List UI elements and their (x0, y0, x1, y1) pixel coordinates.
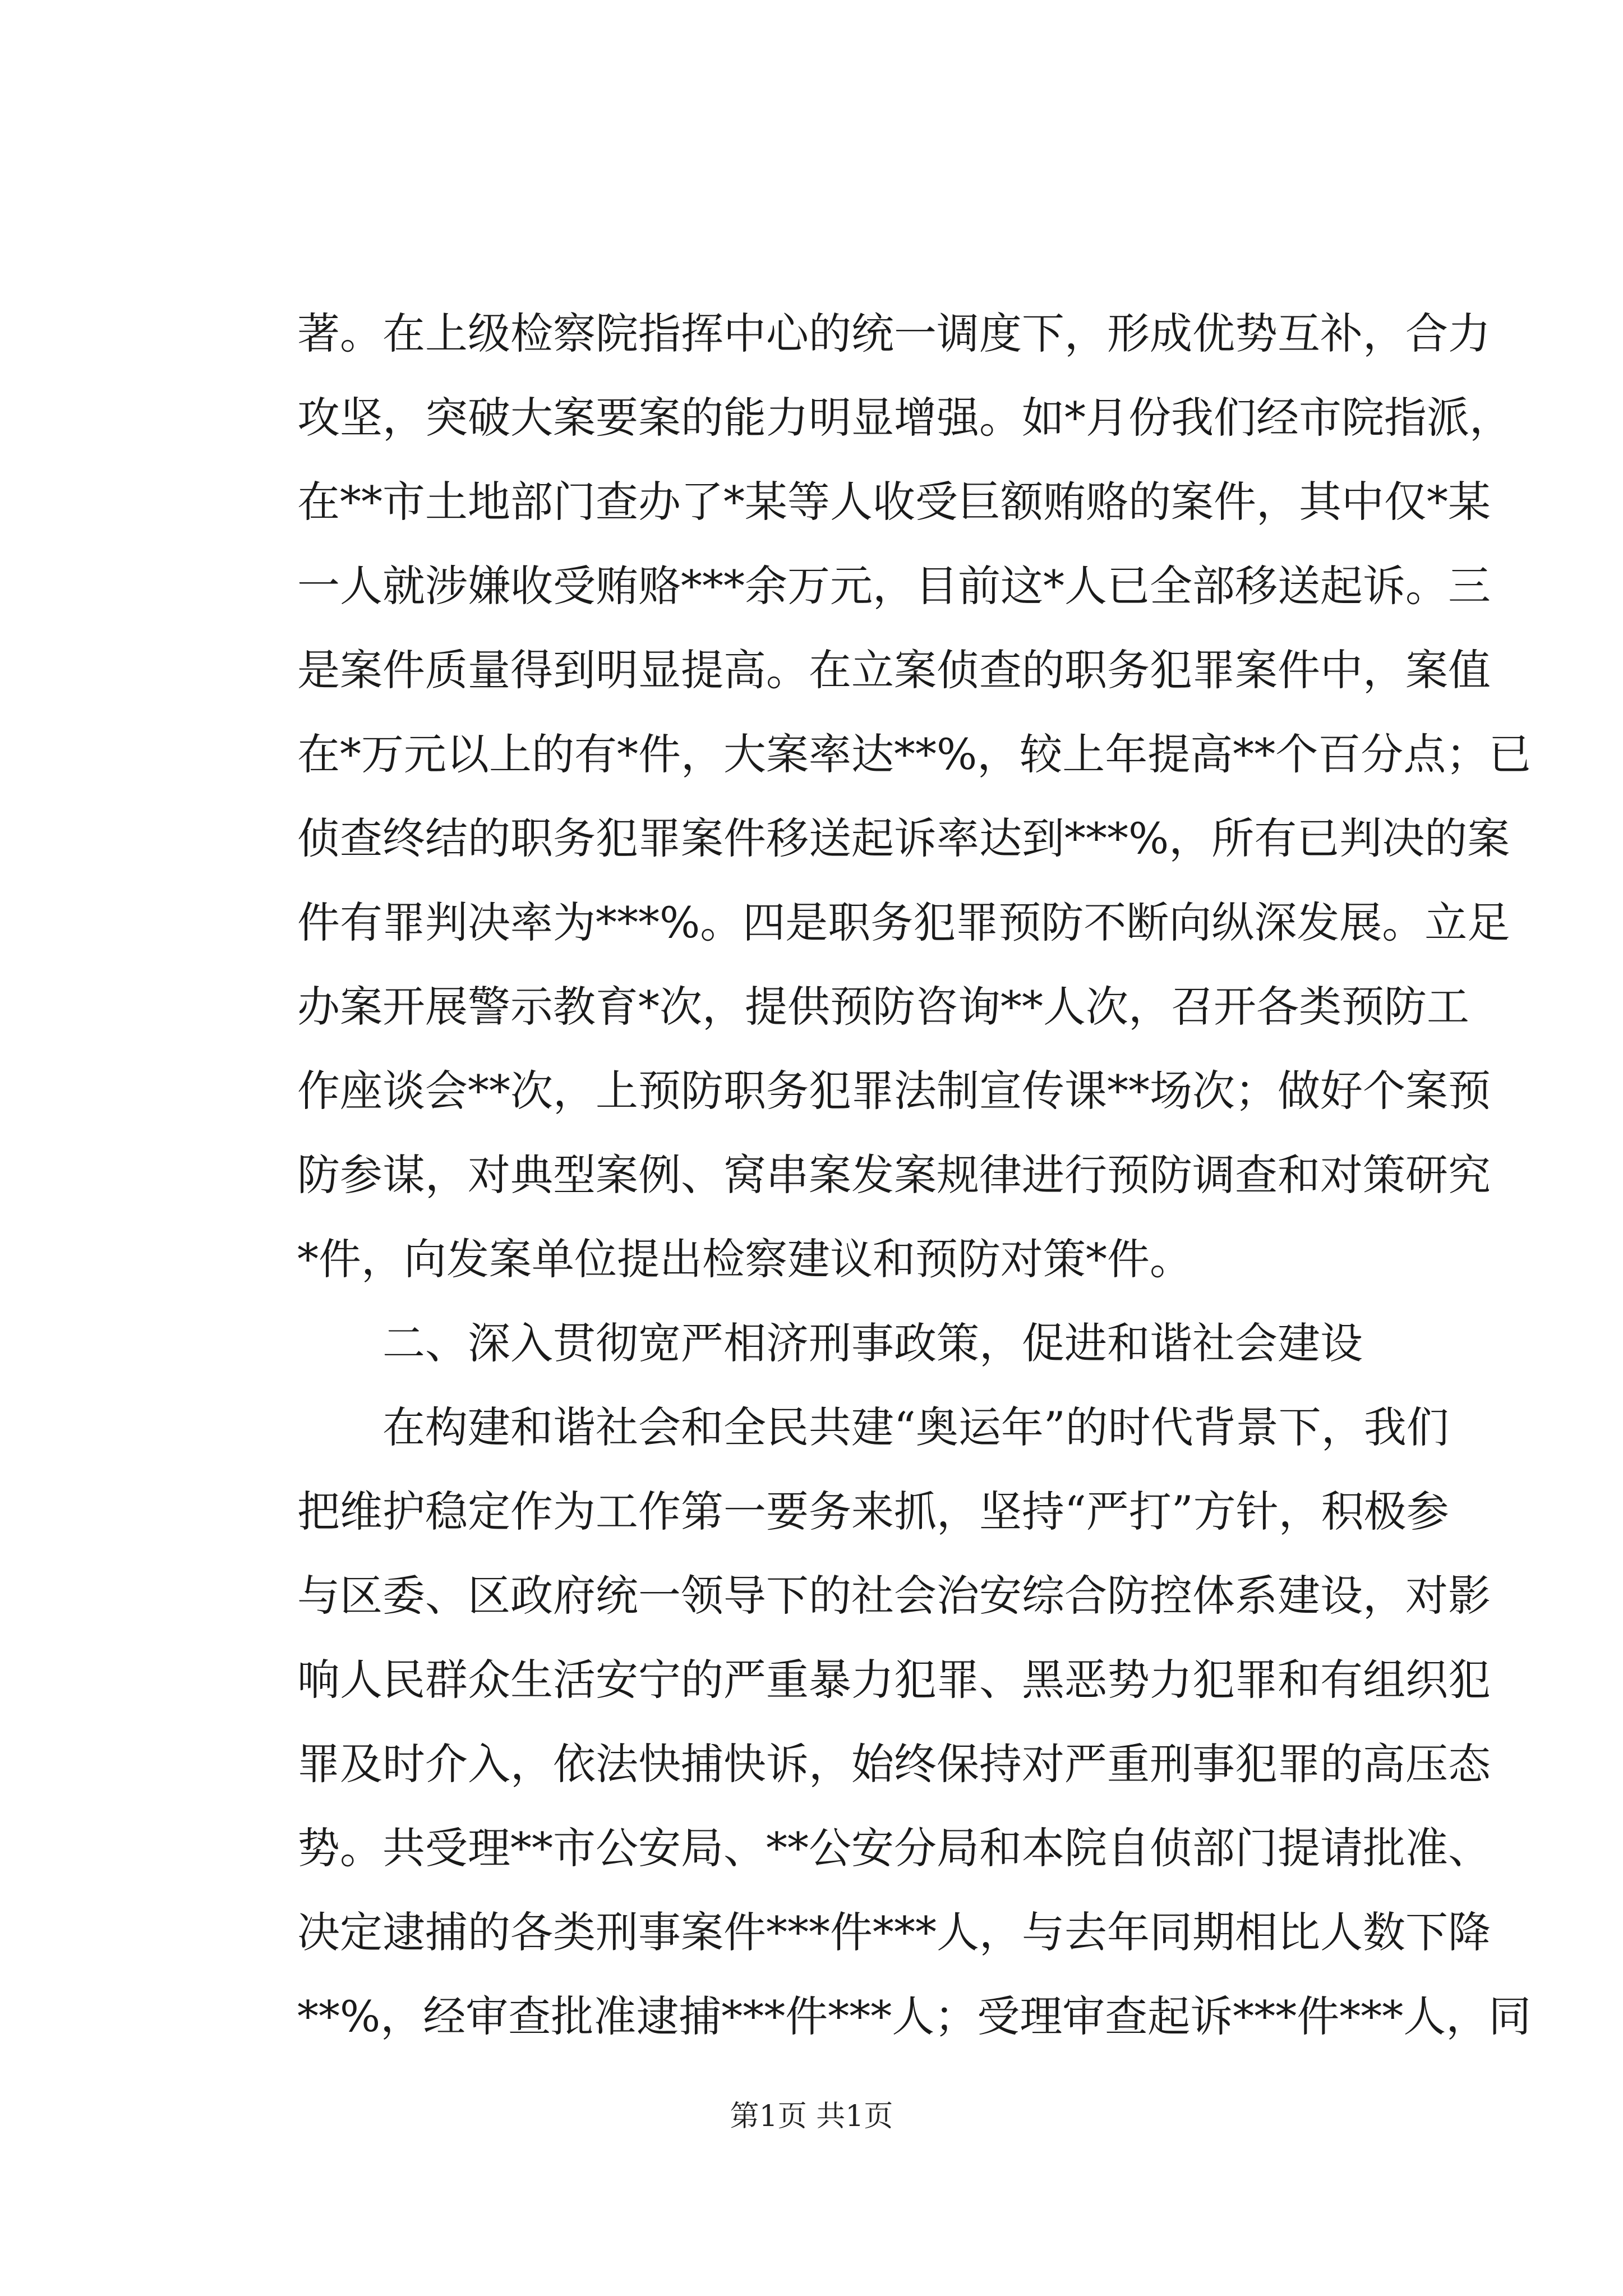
text-line: 在**市土地部门查办了*某等人收受巨额贿赂的案件，其中仅*某 (297, 477, 1491, 527)
text-line: 把维护稳定作为工作第一要务来抓，坚持“严打”方针，积极参 (297, 1487, 1449, 1536)
text-line: 著。在上级检察院指挥中心的统一调度下，形成优势互补，合力 (297, 309, 1491, 358)
text-line: 办案开展警示教育*次，提供预防咨询**人次，召开各类预防工 (297, 982, 1469, 1032)
page-footer: 第1页 共1页 (730, 2100, 893, 2133)
text-line: 件有罪判决率为***%。四是职务犯罪预防不断向纵深发展。立足 (297, 898, 1510, 947)
text-line: 一人就涉嫌收受贿赂***余万元，目前这*人已全部移送起诉。三 (297, 561, 1491, 611)
text-line: 防参谋，对典型案例、窝串案发案规律进行预防调查和对策研究 (297, 1150, 1491, 1200)
document-body (297, 292, 1532, 2059)
text-line: 攻坚，突破大案要案的能力明显增强。如*月份我们经市院指派， (297, 393, 1512, 443)
text-line: 在*万元以上的有*件，大案率达**%，较上年提高**个百分点；已 (297, 729, 1532, 779)
text-line: 是案件质量得到明显提高。在立案侦查的职务犯罪案件中，案值 (297, 645, 1491, 695)
text-line: *件，向发案单位提出检察建议和预防对策*件。 (297, 1234, 1192, 1284)
text-line: 决定逮捕的各类刑事案件***件***人，与去年同期相比人数下降 (297, 1907, 1491, 1957)
text-line: 在构建和谐社会和全民共建“奥运年”的时代背景下，我们 (382, 1402, 1449, 1452)
text-line: 作座谈会**次，上预防职务犯罪法制宣传课**场次；做好个案预 (297, 1066, 1491, 1116)
text-line: 侦查终结的职务犯罪案件移送起诉率达到***%，所有已判决的案 (297, 813, 1510, 863)
text-line: **%，经审查批准逮捕***件***人；受理审查起诉***件***人，同 (297, 1991, 1532, 2041)
text-line: 响人民群众生活安宁的严重暴力犯罪、黑恶势力犯罪和有组织犯 (297, 1655, 1491, 1705)
text-line: 罪及时介入，依法快捕快诉，始终保持对严重刑事犯罪的高压态 (297, 1739, 1491, 1789)
text-line: 势。共受理**市公安局、**公安分局和本院自侦部门提请批准、 (297, 1823, 1491, 1873)
section-heading: 二、深入贯彻宽严相济刑事政策，促进和谐社会建设 (382, 1318, 1363, 1368)
text-line: 与区委、区政府统一领导下的社会治安综合防控体系建设，对影 (297, 1571, 1491, 1621)
